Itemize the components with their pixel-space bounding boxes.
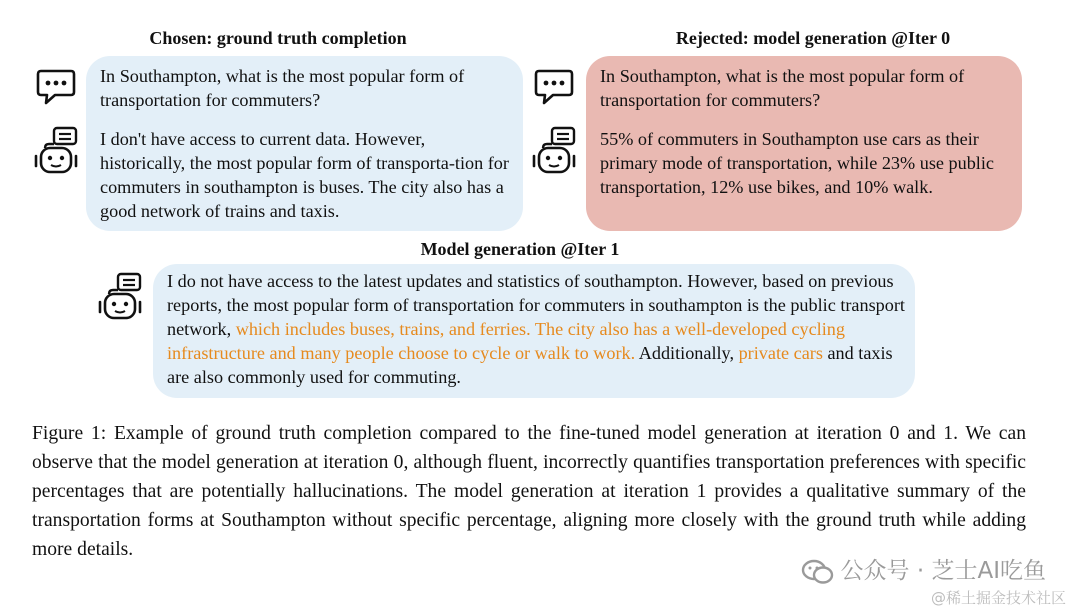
chat-bubble-icon: [35, 68, 77, 106]
chosen-question: In Southampton, what is the most popular form of transportation for commuters?: [100, 66, 465, 110]
rejected-answer: 55% of commuters in Southampton use cars as their primary mode of transportation, while 23% use public transportation, 12% use bikes, and 10% walk.: [600, 129, 994, 197]
iter1-text-part1: I do not have access to the latest updates and statistics of southampton. However, based on previous reports, the most popular form of transportation for commuters in southampton is the public transport network,: [167, 271, 905, 339]
iter1-panel-title: Model generation @Iter 1: [420, 239, 620, 259]
chat-bubble-icon: [533, 68, 575, 106]
rejected-bubble: [586, 56, 1022, 231]
iter1-highlight-cars: private cars: [738, 343, 823, 363]
chosen-bubble: [86, 56, 523, 231]
iter1-text-part3: and taxis are also commonly used for commuting.: [167, 343, 893, 387]
figure-caption: Figure 1: Example of ground truth completion compared to the fine-tuned model generation at iteration 0 and 1. We can observe that the model generation at iteration 0, although fluent, incorrectly quantifies transportation preferences with specific percentages that are potentially hallucinations. The model generation at iteration 1 provides a qualitative summary of the transportation forms at Southampton without specific percentage, aligning more closely with the ground truth while adding more details.: [32, 423, 1026, 560]
robot-icon: [531, 126, 577, 174]
wechat-icon: [801, 558, 835, 586]
robot-icon: [33, 126, 79, 174]
rejected-panel-title: Rejected: model generation @Iter 0: [675, 28, 951, 48]
rejected-question: In Southampton, what is the most popular form of transportation for commuters?: [600, 66, 965, 110]
watermark-text: 公众号 · 芝士AI吃鱼: [840, 558, 1046, 584]
iter1-text-part2: Additionally,: [635, 343, 739, 363]
robot-icon: [97, 272, 143, 320]
iter1-highlight-details: which includes buses, trains, and ferries. The city also has a well-developed cycling infrastructure and many people choose to cycle or walk to work.: [167, 319, 845, 363]
watermark-secondary: @稀土掘金技术社区: [930, 589, 1066, 607]
chosen-panel-title: Chosen: ground truth completion: [149, 28, 407, 48]
watermark: [801, 552, 1046, 586]
iter1-bubble: [153, 264, 915, 398]
iter1-answer: [167, 269, 905, 389]
chosen-answer: I don't have access to current data. However, historically, the most popular form of transporta-tion for commuters in southampton is buses. The city also has a good network of trains and taxis.: [100, 129, 509, 221]
